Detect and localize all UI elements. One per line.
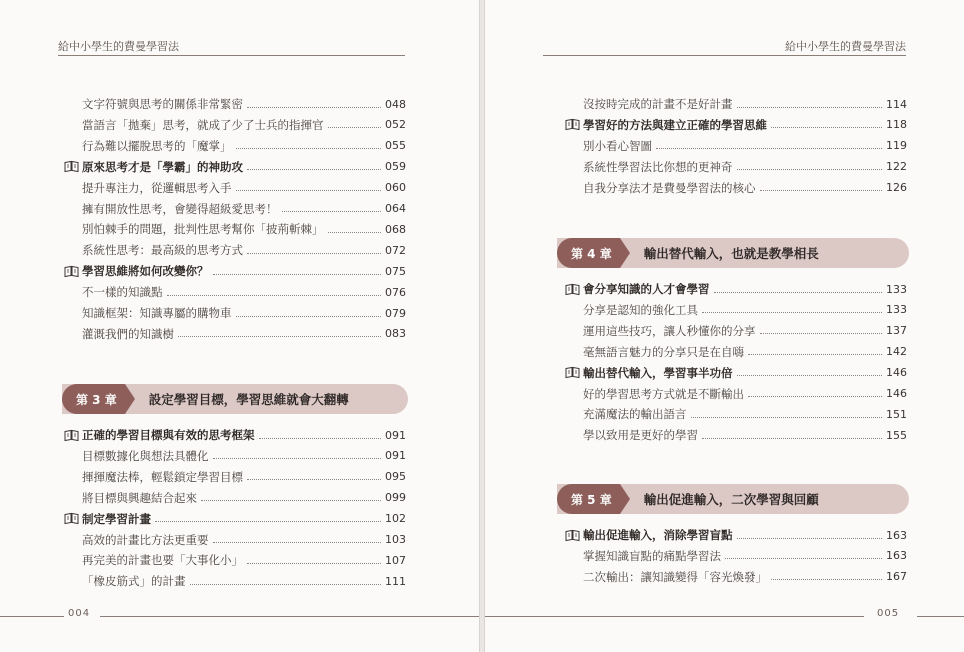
leader-dots	[201, 500, 381, 501]
toc-page-number: 091	[385, 449, 406, 463]
toc-page-number: 083	[385, 327, 406, 341]
leader-dots	[236, 148, 382, 149]
toc-entry-title: 將目標與興趣結合起來	[82, 490, 197, 505]
toc-entry-title: 正確的學習目標與有效的思考框架	[82, 428, 255, 442]
leader-dots	[167, 295, 382, 296]
leader-dots	[213, 458, 382, 459]
toc-entry[interactable]	[82, 446, 406, 466]
toc-entry[interactable]	[583, 321, 907, 341]
book-speech-icon	[565, 366, 580, 379]
toc-page-number: 119	[886, 139, 907, 153]
toc-page-number: 075	[385, 264, 406, 278]
left-page	[0, 0, 480, 652]
leader-dots	[771, 579, 882, 580]
toc-entry[interactable]	[82, 530, 406, 550]
toc-section-entry[interactable]	[64, 261, 406, 281]
footer-rule	[485, 616, 864, 617]
toc-entry[interactable]	[583, 178, 907, 198]
toc-entry-title: 揮揮魔法棒，輕鬆鎖定學習目標	[82, 469, 243, 484]
chapter-label: 第 3 章	[62, 384, 125, 414]
chapter-4-banner	[557, 238, 909, 268]
toc-entry-title: 學以致用是更好的學習	[583, 428, 698, 443]
footer-rule	[917, 616, 964, 617]
toc-section-entry[interactable]	[64, 425, 406, 445]
toc-entry[interactable]	[82, 467, 406, 487]
footer-rule	[100, 616, 479, 617]
toc-page-number: 146	[886, 387, 907, 400]
toc-entry[interactable]	[82, 115, 406, 135]
leader-dots	[213, 542, 382, 543]
chapter-title: 輸出替代輸入，也就是教學相長	[643, 246, 819, 261]
toc-page-number: 114	[886, 97, 907, 111]
toc-entry-title: 會分享知識的人才會學習	[583, 282, 710, 296]
leader-dots	[714, 292, 883, 293]
toc-entry[interactable]	[82, 136, 406, 156]
toc-entry-title: 當語言「拋棄」思考，就成了少了士兵的指揮官	[82, 117, 324, 132]
toc-entry-title: 好的學習思考方式就是不斷輸出	[583, 386, 744, 401]
book-speech-icon	[64, 512, 79, 525]
toc-page-number: 163	[886, 528, 907, 542]
toc-page-number: 103	[385, 533, 406, 546]
right-page	[484, 0, 964, 652]
toc-entry[interactable]	[583, 342, 907, 362]
leader-dots	[691, 417, 883, 418]
toc-entry[interactable]	[82, 219, 406, 239]
leader-dots	[702, 312, 882, 313]
toc-page-number: 167	[886, 570, 907, 584]
toc-page-number: 122	[886, 160, 907, 174]
toc-page-number: 068	[385, 222, 406, 236]
toc-page-number: 060	[385, 181, 406, 195]
leader-dots	[656, 148, 882, 149]
leader-dots	[190, 584, 382, 585]
toc-entry-title: 分享是認知的強化工具	[583, 302, 698, 317]
toc-section-entry[interactable]	[565, 115, 907, 135]
toc-section-entry[interactable]	[565, 525, 907, 545]
leader-dots	[236, 190, 382, 191]
toc-page-number: 133	[886, 282, 907, 296]
toc-entry-title: 「橡皮筋式」的計畫	[82, 574, 186, 589]
toc-section-entry[interactable]	[565, 279, 907, 299]
book-speech-icon	[565, 529, 580, 542]
leader-dots	[213, 274, 382, 275]
book-speech-icon	[565, 118, 580, 131]
chapter-5-banner	[557, 484, 909, 514]
toc-page-number: 059	[385, 160, 406, 174]
toc-page-number: 137	[886, 324, 907, 338]
toc-entry[interactable]	[583, 567, 907, 587]
header-rule	[58, 55, 405, 56]
chapter-label: 第 4 章	[557, 238, 620, 268]
leader-dots	[737, 375, 883, 376]
toc-page-number: 102	[385, 512, 406, 526]
leader-dots	[748, 396, 882, 397]
leader-dots	[328, 232, 382, 233]
toc-entry[interactable]	[82, 94, 406, 114]
toc-entry-title: 自我分享法才是費曼學習法的核心	[583, 180, 756, 195]
toc-page-number: 111	[385, 574, 406, 588]
toc-section-entry[interactable]	[64, 157, 406, 177]
leader-dots	[737, 107, 883, 108]
toc-entry-title: 原來思考才是「學霸」的神助攻	[82, 159, 243, 174]
toc-entry[interactable]	[82, 571, 406, 591]
leader-dots	[328, 127, 382, 128]
toc-entry-title: 學習好的方法與建立正確的學習思維	[583, 117, 767, 132]
chapter-title: 設定學習目標，學習思維就會大翻轉	[148, 392, 349, 407]
toc-entry[interactable]	[82, 282, 406, 302]
toc-page-number: 064	[385, 202, 406, 215]
toc-entry[interactable]	[82, 550, 406, 570]
toc-entry-title: 目標數據化與想法具體化	[82, 448, 209, 463]
leader-dots	[155, 521, 381, 522]
toc-page-number: 099	[385, 491, 406, 505]
toc-entry[interactable]	[583, 157, 907, 177]
toc-entry[interactable]	[82, 240, 406, 260]
toc-entry-title: 充滿魔法的輸出語言	[583, 407, 687, 422]
leader-dots	[178, 336, 381, 337]
toc-entry-title: 二次輸出：讓知識變得「容光煥發」	[583, 569, 767, 584]
toc-entry[interactable]	[82, 178, 406, 198]
toc-page-number: 142	[886, 345, 907, 359]
running-header: 給中小學生的費曼學習法	[58, 40, 179, 53]
page-number: 004	[64, 608, 94, 619]
leader-dots	[737, 169, 883, 170]
toc-page-number: 052	[385, 118, 406, 132]
book-speech-icon	[64, 265, 79, 278]
chapter-3-banner	[62, 384, 408, 414]
running-header: 給中小學生的費曼學習法	[785, 40, 906, 53]
leader-dots	[247, 563, 381, 564]
toc-entry[interactable]	[583, 546, 907, 566]
toc-page-number: 072	[385, 243, 406, 257]
toc-page-number: 055	[385, 139, 406, 153]
toc-entry-title: 沒按時完成的計畫不是好計畫	[583, 97, 733, 111]
leader-dots	[259, 438, 382, 439]
toc-page-number: 091	[385, 428, 406, 442]
toc-page-number: 095	[385, 470, 406, 484]
toc-page-number: 126	[886, 181, 907, 195]
leader-dots	[725, 558, 882, 559]
leader-dots	[702, 438, 882, 439]
leader-dots	[760, 333, 883, 334]
leader-dots	[282, 211, 382, 212]
toc-entry[interactable]	[583, 404, 907, 424]
toc-page-number: 118	[886, 118, 907, 132]
toc-page-number: 155	[886, 428, 907, 442]
leader-dots	[236, 316, 382, 317]
toc-page-number: 107	[385, 553, 406, 567]
leader-dots	[748, 354, 882, 355]
toc-entry-title: 制定學習計畫	[82, 511, 151, 526]
toc-entry-title: 行為難以擺脫思考的「魔掌」	[82, 138, 232, 153]
toc-entry-title: 毫無語言魅力的分享只是在自嗨	[583, 344, 744, 359]
toc-entry-title: 運用這些技巧，讓人秒懂你的分享	[583, 323, 756, 338]
toc-page-number: 048	[385, 97, 406, 111]
toc-entry-title: 不一樣的知識點	[82, 285, 163, 300]
toc-page-number: 079	[385, 306, 406, 320]
toc-page-number: 133	[886, 303, 907, 317]
toc-entry[interactable]	[583, 384, 907, 404]
book-speech-icon	[565, 283, 580, 296]
toc-entry-title: 別怕棘手的問題，批判性思考幫你「披荊斬棘」	[82, 222, 324, 237]
leader-dots	[247, 479, 381, 480]
toc-entry-title: 輸出替代輸入，學習事半功倍	[583, 365, 733, 380]
toc-entry-title: 掌握知識盲點的痛點學習法	[583, 548, 721, 563]
toc-entry[interactable]	[583, 300, 907, 320]
toc-entry[interactable]	[583, 94, 907, 114]
leader-dots	[247, 253, 381, 254]
leader-dots	[247, 169, 381, 170]
toc-entry[interactable]	[583, 425, 907, 445]
toc-entry-title: 系統性學習法比你想的更神奇	[583, 159, 733, 174]
page-number: 005	[873, 608, 903, 619]
leader-dots	[771, 127, 882, 128]
leader-dots	[247, 107, 381, 108]
toc-page-number: 163	[886, 549, 907, 563]
toc-entry[interactable]	[82, 199, 406, 219]
toc-entry-title: 別小看心智圖	[583, 138, 652, 153]
book-speech-icon	[64, 429, 79, 442]
toc-page-number: 146	[886, 366, 907, 380]
toc-entry[interactable]	[82, 303, 406, 323]
book-speech-icon	[64, 160, 79, 173]
toc-entry-title: 學習思維將如何改變你？	[82, 264, 209, 279]
toc-section-entry[interactable]	[565, 363, 907, 383]
leader-dots	[737, 538, 883, 539]
toc-entry[interactable]	[583, 136, 907, 156]
toc-section-entry[interactable]	[64, 509, 406, 529]
chapter-label: 第 5 章	[557, 484, 620, 514]
toc-entry-title: 知識框架：知識專屬的購物車	[82, 306, 232, 320]
toc-entry-title: 灌溉我們的知識樹	[82, 326, 174, 341]
toc-entry-title: 文字符號與思考的關係非常緊密	[82, 97, 243, 111]
toc-entry[interactable]	[82, 324, 406, 344]
leader-dots	[760, 190, 883, 191]
toc-page-number: 076	[385, 285, 406, 299]
toc-entry-title: 提升專注力，從邏輯思考入手	[82, 180, 232, 195]
toc-entry-title: 擁有開放性思考，會變得超級愛思考！	[82, 201, 278, 216]
chapter-title: 輸出促進輸入，二次學習與回顧	[643, 492, 819, 507]
toc-entry-title: 輸出促進輸入，消除學習盲點	[583, 528, 733, 542]
toc-entry-title: 系統性思考：最高級的思考方式	[82, 243, 243, 258]
toc-entry[interactable]	[82, 488, 406, 508]
toc-page-number: 151	[886, 407, 907, 421]
toc-entry-title: 再完美的計畫也要「大事化小」	[82, 553, 243, 568]
header-rule	[543, 55, 906, 56]
toc-entry-title: 高效的計畫比方法更重要	[82, 532, 209, 547]
